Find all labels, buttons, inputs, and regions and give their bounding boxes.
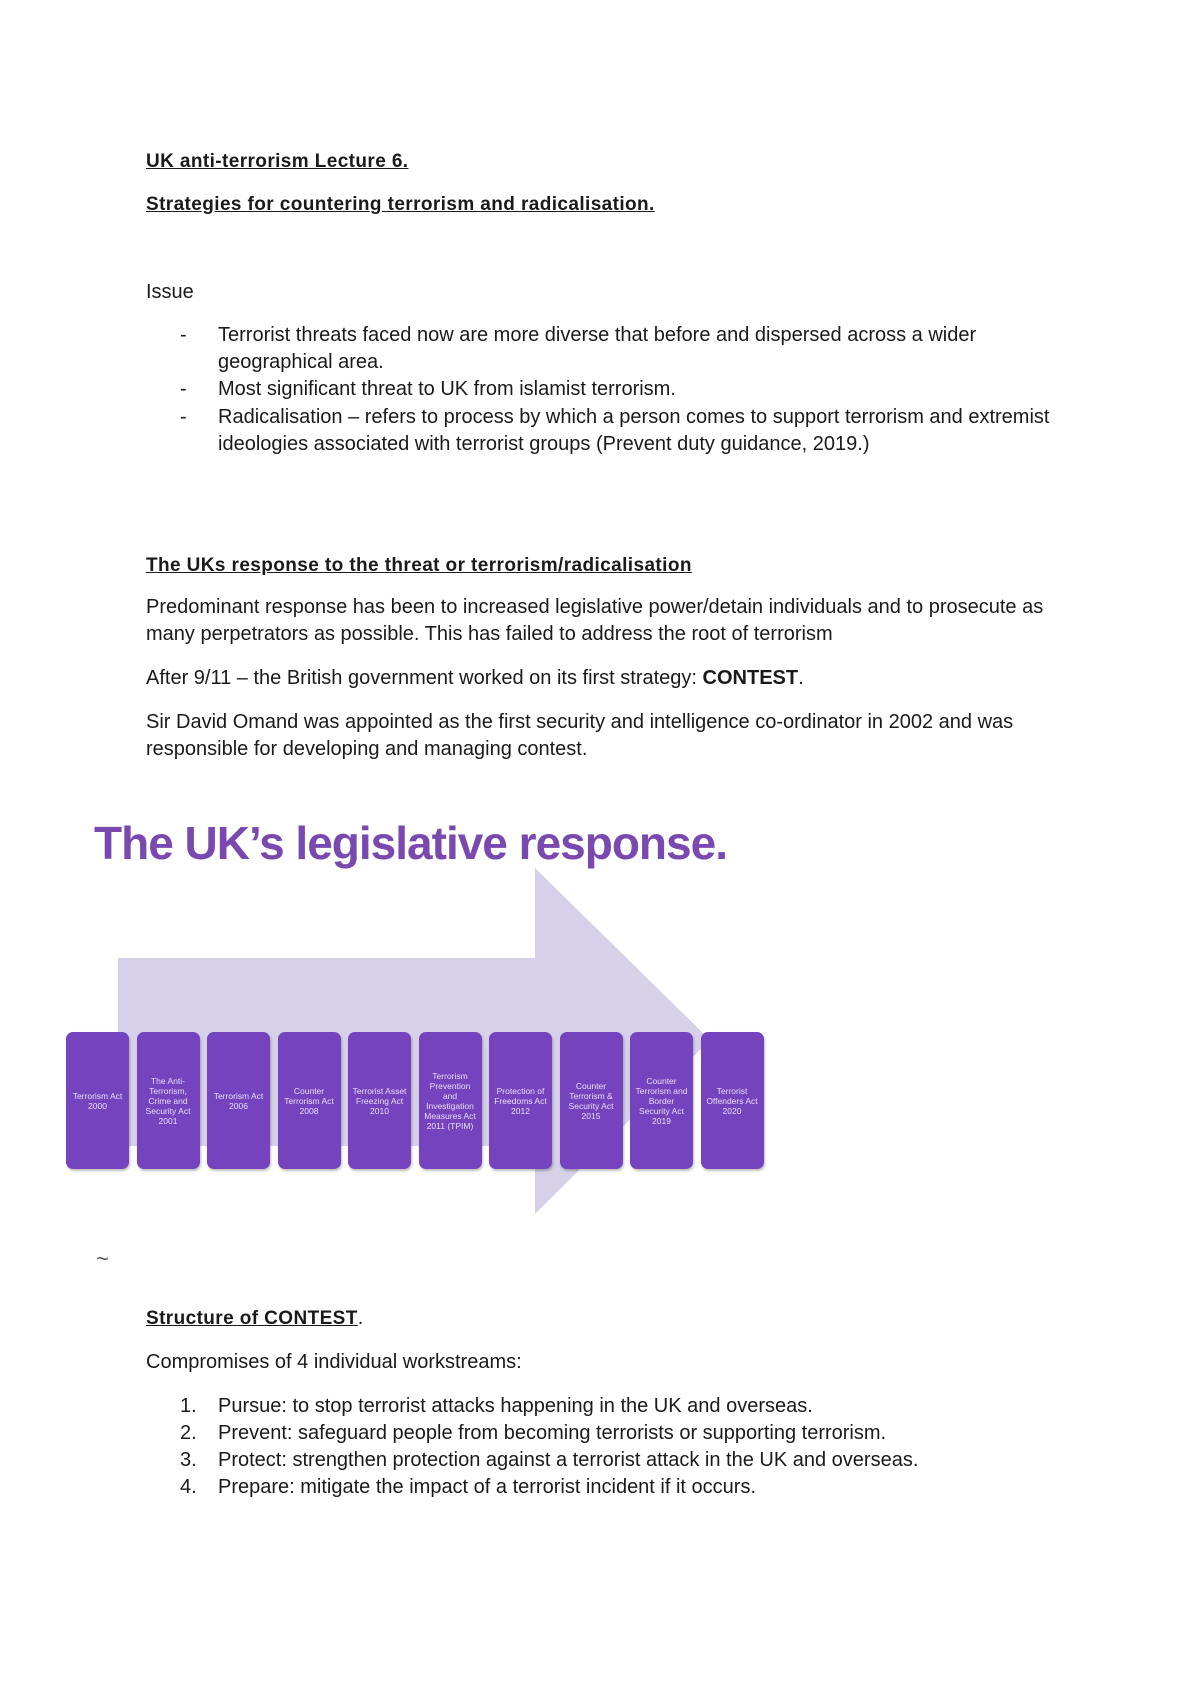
list-dash: - bbox=[180, 378, 187, 400]
act-box bbox=[278, 1032, 341, 1169]
issue-label: Issue bbox=[146, 281, 194, 303]
structure-intro: Compromises of 4 individual workstreams: bbox=[146, 1351, 522, 1373]
act-label: The Anti-Terrorism, Crime and Security Act 2001 bbox=[145, 1075, 191, 1126]
act-box bbox=[489, 1032, 552, 1169]
act-label: Protection of Freedoms Act 2012 bbox=[494, 1085, 547, 1116]
act-box bbox=[560, 1032, 623, 1169]
workstream-text: Pursue: to stop terrorist attacks happening in the UK and overseas. bbox=[218, 1395, 813, 1417]
act-box bbox=[701, 1032, 764, 1169]
act-box bbox=[630, 1032, 693, 1169]
act-label: Terrorist Offenders Act 2020 bbox=[706, 1085, 758, 1116]
contest-paragraph bbox=[146, 665, 1076, 692]
act-label: Counter Terrorism & Security Act 2015 bbox=[568, 1080, 614, 1121]
issue-item-text: Radicalisation – refers to process by which a person comes to support terrorism and extremist ideologies associated with terrorist groups (Prevent duty guidance, 2019.) bbox=[218, 406, 1050, 455]
workstream-text: Protect: strengthen protection against a terrorist attack in the UK and overseas. bbox=[218, 1449, 919, 1471]
list-dash: - bbox=[180, 324, 187, 346]
contest-paragraph-text: After 9/11 – the British government worked on its first strategy: bbox=[146, 667, 703, 689]
act-box bbox=[419, 1032, 482, 1169]
act-label: Terrorism Act 2000 bbox=[72, 1090, 123, 1111]
contest-bold: CONTEST bbox=[702, 667, 799, 689]
act-label: Counter Terrorism Act 2008 bbox=[284, 1085, 334, 1116]
workstream-number: 2. bbox=[180, 1422, 197, 1444]
act-box bbox=[66, 1032, 129, 1169]
workstream-text: Prepare: mitigate the impact of a terrorist incident if it occurs. bbox=[218, 1476, 756, 1498]
structure-heading: Structure of CONTEST bbox=[146, 1308, 358, 1329]
workstream-number: 4. bbox=[180, 1476, 197, 1498]
act-label: Terrorist Asset Freezing Act 2010 bbox=[352, 1085, 407, 1116]
issue-item-text: Most significant threat to UK from islamist terrorism. bbox=[218, 378, 676, 400]
response-paragraph: Predominant response has been to increased legislative power/detain individuals and to prosecute as many perpetrators as possible. This has failed to address the root of terrorism bbox=[146, 596, 1044, 645]
act-box bbox=[207, 1032, 270, 1169]
list-dash: - bbox=[180, 406, 187, 428]
contest-period: . bbox=[798, 667, 804, 689]
act-box bbox=[348, 1032, 411, 1169]
omand-paragraph: Sir David Omand was appointed as the first security and intelligence co-ordinator in 2002 and was responsible for developing and managing contest. bbox=[146, 711, 1014, 760]
response-heading: The UKs response to the threat or terrorism/radicalisation bbox=[146, 555, 692, 576]
act-label: Terrorism Prevention and Investigation Measures Act 2011 (TPIM) bbox=[424, 1070, 476, 1131]
workstream-number: 1. bbox=[180, 1395, 197, 1417]
act-box bbox=[137, 1032, 200, 1169]
act-label: Terrorism Act 2006 bbox=[213, 1090, 264, 1111]
act-label: Counter Terrorism and Border Security Act 2019 bbox=[635, 1075, 688, 1126]
issue-item-text: Terrorist threats faced now are more diverse that before and dispersed across a wider geographical area. bbox=[218, 324, 977, 373]
stray-mark: ~ bbox=[96, 1246, 109, 1271]
workstream-number: 3. bbox=[180, 1449, 197, 1471]
structure-heading-period: . bbox=[357, 1307, 364, 1329]
legislative-response-figure bbox=[60, 808, 780, 1218]
structure-heading-line bbox=[146, 1305, 1076, 1332]
figure-title: The UK’s legislative response. bbox=[94, 817, 727, 869]
document-title: UK anti-terrorism Lecture 6. bbox=[146, 151, 409, 172]
document-subtitle: Strategies for countering terrorism and radicalisation. bbox=[146, 194, 655, 215]
workstream-text: Prevent: safeguard people from becoming terrorists or supporting terrorism. bbox=[218, 1422, 887, 1444]
